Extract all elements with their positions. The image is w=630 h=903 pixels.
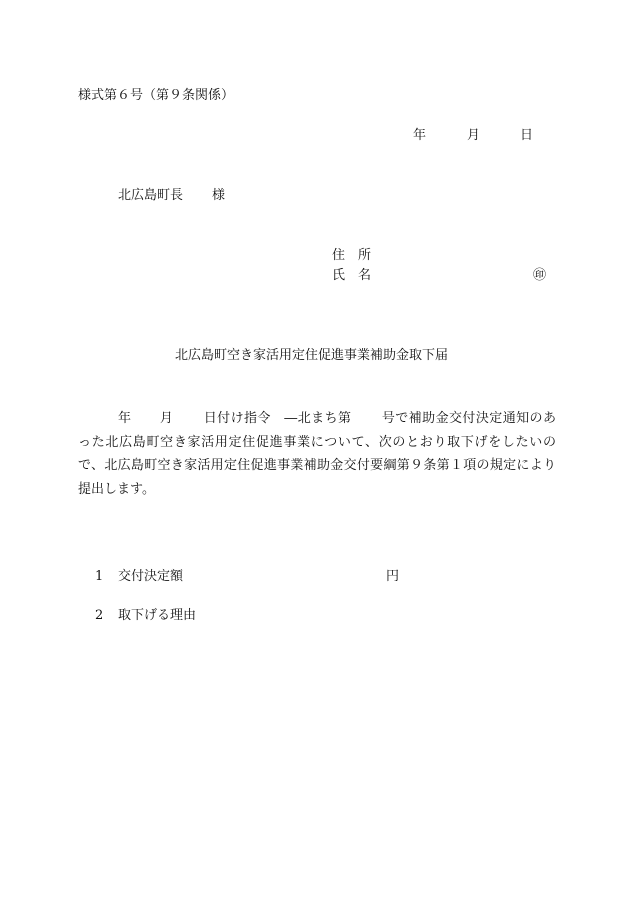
item-1-unit: 円 bbox=[386, 569, 400, 584]
item-1-number: 1 bbox=[95, 569, 104, 584]
body-doc-suffix: 号で補助金交付決定通知のあった北広島町空き家活用定住促進事業について、次のとおり取下げをしたいので、北広島町空き家活用定住促進事業補助金交付要綱第９条第１項の規定により提出します。 bbox=[78, 411, 556, 497]
document-title: 北広島町空き家活用定住促進事業補助金取下届 bbox=[175, 348, 449, 363]
body-month-label: 月 bbox=[159, 411, 174, 426]
date-day-label: 日 bbox=[520, 128, 534, 143]
date-year-label: 年 bbox=[413, 128, 427, 143]
body-paragraph bbox=[78, 407, 556, 501]
item-1-label: 交付決定額 bbox=[118, 569, 184, 584]
item-2-label: 取下げる理由 bbox=[118, 608, 197, 623]
date-month-label: 月 bbox=[467, 128, 481, 143]
body-date-order: 日付け指令 bbox=[203, 411, 271, 426]
item-2-number: 2 bbox=[95, 608, 104, 623]
name-label: 氏 名 bbox=[332, 268, 372, 283]
addressee-name: 北広島町長 bbox=[118, 188, 184, 203]
seal-mark: ㊞ bbox=[533, 268, 547, 283]
body-year-label: 年 bbox=[118, 411, 132, 426]
form-number: 様式第６号（第９条関係） bbox=[78, 88, 235, 103]
body-doc-prefix: ―北まち第 bbox=[284, 411, 352, 426]
address-label: 住 所 bbox=[332, 248, 372, 263]
addressee-honorific: 様 bbox=[212, 188, 226, 203]
